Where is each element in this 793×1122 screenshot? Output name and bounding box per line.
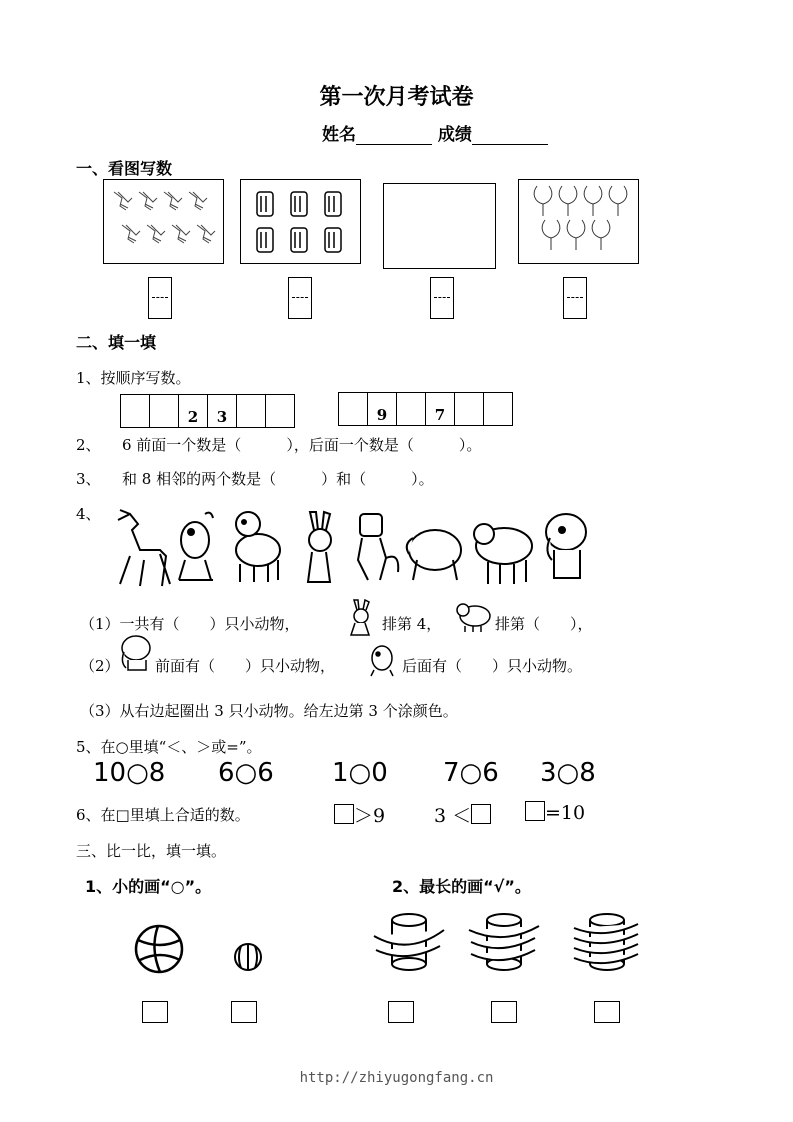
compare-item-3: 1○0 [332,758,388,788]
sheep-small-icon [455,600,493,632]
answer-box-1[interactable] [148,277,172,319]
compare-circle[interactable]: ○ [459,758,483,788]
answer-square-spool-2[interactable] [491,1001,517,1023]
answer-square-spool-3[interactable] [594,1001,620,1023]
picture-box-empty [383,183,496,269]
seq1-cell[interactable] [149,394,179,428]
q4-part3: （3）从右边起圈出 3 只小动物。给左边第 3 个涂颜色。 [80,702,458,720]
section3-sub1: 1、小的画“○”。 [85,877,212,896]
q1-text: 1、按顺序写数。 [76,369,191,387]
section1-heading: 一、看图写数 [76,159,173,178]
dog-icon [236,512,280,582]
answer-box-2[interactable] [288,277,312,319]
seq1-cell[interactable]: 3 [207,394,237,428]
elephant-icon [546,514,586,578]
name-score-row [322,120,548,145]
q4-part1-c: 排第（ ）， [495,615,593,633]
seq1-cell[interactable]: 2 [178,394,208,428]
q4-number: 4、 [76,505,101,523]
answer-box-4[interactable] [563,277,587,319]
name-label: 姓名 [322,125,356,145]
q4-part2-c: 后面有（ ）只小动物。 [402,657,583,675]
compare-item-4: 7○6 [443,758,499,788]
answer-box-3[interactable] [430,277,454,319]
seq1-cell[interactable] [236,394,266,428]
compare-item-1: 10○8 [93,758,166,788]
q4-part2-b: 前面有（ ）只小动物， [155,657,336,675]
horse-icon [118,510,170,586]
q4-part1-b: 排第 4， [382,615,442,633]
small-ball-icon [233,942,265,974]
frog-small-icon [368,640,400,676]
q6-expr-2: 3 ＜ [434,801,491,828]
jars-illustration [241,180,360,263]
seq2-cell[interactable] [396,392,426,426]
q3-number: 3、 [76,470,101,488]
page-title: 第一次月考试卷 [319,85,474,110]
spool-2-icon [469,910,539,972]
sequence-row-2 [339,392,513,426]
name-blank[interactable] [356,126,432,145]
score-blank[interactable] [472,126,548,145]
monkey-icon [358,514,398,580]
flowers-illustration [519,180,638,263]
seq2-cell[interactable]: 9 [367,392,397,426]
sequence-row-1 [121,394,295,428]
q2-number: 2、 [76,436,101,454]
section2-heading: 二、填一填 [76,333,157,352]
lobsters-illustration [104,180,223,263]
seq2-cell[interactable] [483,392,513,426]
seq2-cell[interactable]: 7 [425,392,455,426]
elephant-small-icon [116,632,154,672]
picture-box-jars [240,179,361,264]
rabbit-icon [308,512,331,582]
compare-circle[interactable]: ○ [126,758,149,788]
compare-circle[interactable]: ○ [234,758,258,788]
picture-box-flowers [518,179,639,264]
answer-square-spool-1[interactable] [388,1001,414,1023]
q6-expr-1: ＞9 [334,801,385,828]
q6-text: 6、在□里填上合适的数。 [76,806,250,824]
footer-url[interactable]: http://zhiyugongfang.cn [299,1070,494,1086]
q4-part1-a: （1）一共有（ ）只小动物， [80,615,300,633]
spool-3-icon [572,910,642,972]
compare-item-5: 3○8 [540,758,596,788]
spool-1-icon [374,910,444,972]
score-label: 成绩 [437,125,472,145]
q6-expr-3: =10 [525,801,585,824]
section3-heading: 三、比一比，填一填。 [76,842,227,860]
answer-square-big-ball[interactable] [142,1001,168,1023]
rabbit-small-icon [345,598,377,636]
section3-sub2: 2、最长的画“√”。 [392,877,531,896]
q3-text: 和 8 相邻的两个数是（ ）和（ ）。 [122,470,434,488]
q5-text: 5、在○里填“＜、＞或=”。 [76,738,262,756]
seq1-cell[interactable] [265,394,295,428]
animals-row [100,510,600,590]
q2-text: 6 前面一个数是（ ），后面一个数是（ ）。 [122,436,482,454]
fill-square[interactable] [471,804,491,824]
fill-square[interactable] [334,804,354,824]
seq1-cell[interactable] [120,394,150,428]
picture-box-lobsters [103,179,224,264]
sheep-icon [474,524,532,584]
fill-square[interactable] [525,801,545,821]
frog-icon [179,513,213,580]
q4-part2-a: （2） [80,657,120,675]
compare-item-2: 6○6 [218,758,274,788]
compare-circle[interactable]: ○ [348,758,372,788]
answer-square-small-ball[interactable] [231,1001,257,1023]
seq2-cell[interactable] [338,392,368,426]
turtle-icon [407,530,461,580]
seq2-cell[interactable] [454,392,484,426]
big-ball-icon [134,924,186,976]
compare-circle[interactable]: ○ [556,758,580,788]
